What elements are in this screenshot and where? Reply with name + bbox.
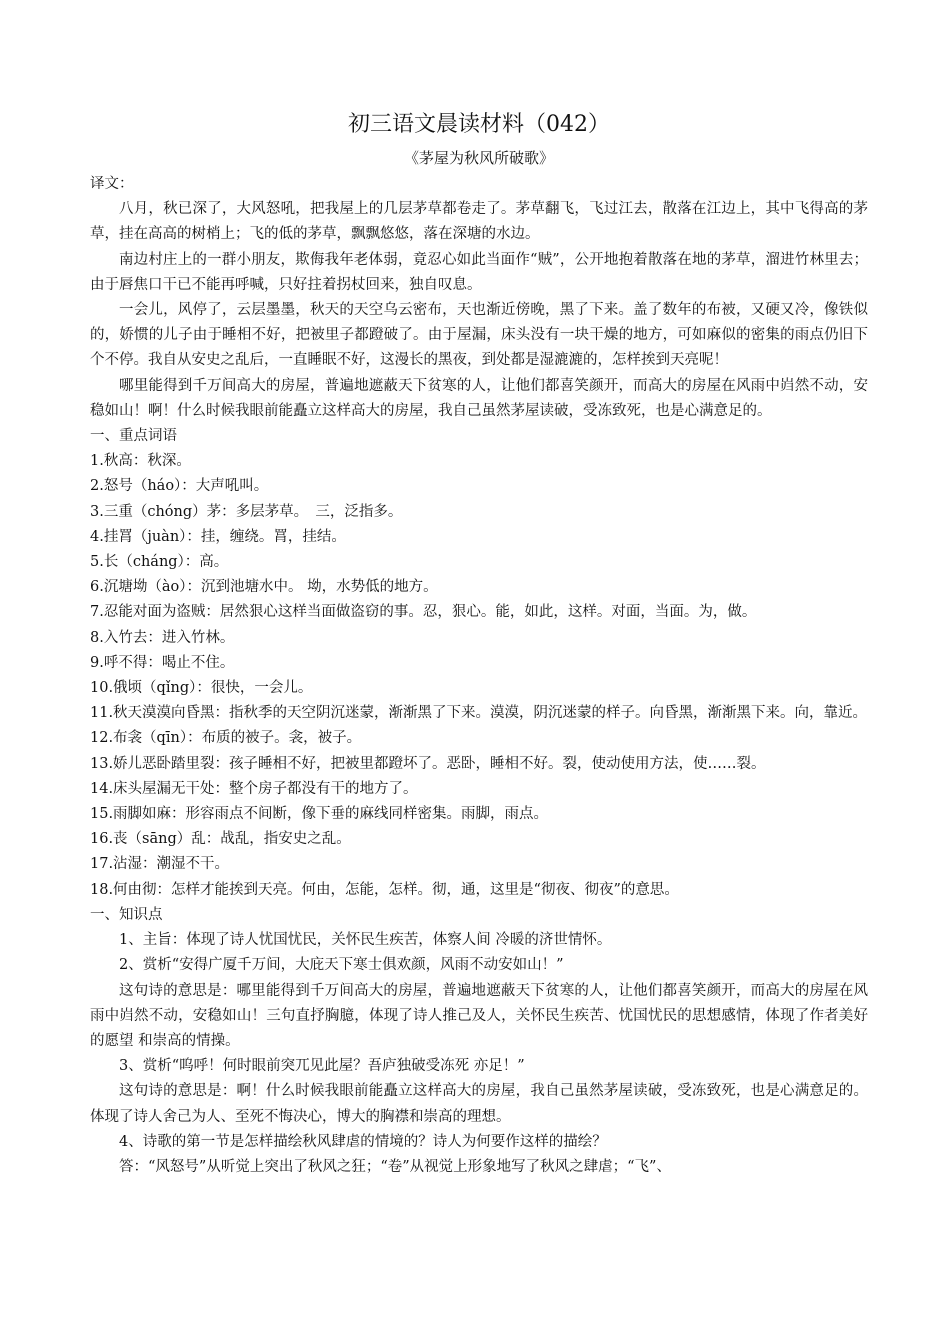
vocab-item: 13.娇儿恶卧踏里裂：孩子睡相不好，把被里都蹬坏了。恶卧，睡相不好。裂，使动使用方法，使……裂。	[90, 755, 766, 772]
vocab-item: 14.床头屋漏无干处：整个房子都没有干的地方了。	[90, 780, 418, 797]
knowledge-heading: 一、知识点	[90, 906, 163, 923]
translation-paragraph: 八月，秋已深了，大风怒吼，把我屋上的几层茅草都卷走了。茅草翻飞，飞过江去，散落在江边上，其中飞得高的茅草，挂在高高的树梢上；飞的低的茅草，飘飘悠悠，落在深塘的水边。	[90, 201, 868, 243]
vocab-item: 8.入竹去：进入竹林。	[90, 629, 235, 646]
vocab-item: 2.怒号（háo）：大声吼叫。	[90, 478, 269, 495]
translation-paragraph: 哪里能得到千万间高大的房屋，普遍地遮蔽天下贫寒的人，让他们都喜笑颜开，而高大的房屋在风雨中岿然不动，安稳如山！啊！什么时候我眼前能矗立这样高大的房屋，我自己虽然茅屋读破，受冻致死，也是心满意足的。	[90, 377, 868, 419]
translation-paragraph: 一会儿，风停了，云层墨墨，秋天的天空乌云密布，天也渐近傍晚，黑了下来。盖了数年的布被，又硬又冷，像铁似的，娇惯的儿子由于睡相不好，把被里子都蹬破了。由于屋漏，床头没有一块干燥的地方，可如麻似的密集的雨点仍旧下个不停。我自从安史之乱后，一直睡眠不好，这漫长的黑夜，到处都是湿漉漉的，怎样挨到天亮呢！	[90, 302, 868, 369]
vocab-item: 15.雨脚如麻：形容雨点不间断，像下垂的麻线同样密集。雨脚，雨点。	[90, 806, 549, 823]
vocab-item: 3.三重（chóng）茅：多层茅草。 三，泛指多。	[90, 503, 403, 520]
document-title: 初三语文晨读材料（042）	[348, 112, 610, 137]
vocab-item: 4.挂罥（juàn）：挂，缠绕。罥，挂结。	[90, 528, 346, 545]
vocab-item: 11.秋天漠漠向昏黑：指秋季的天空阴沉迷蒙，渐渐黑了下来。漠漠，阴沉迷蒙的样子。向昏黑，渐渐黑下来。向，靠近。	[90, 705, 868, 722]
vocab-item: 5.长（cháng）：高。	[90, 554, 229, 571]
knowledge-item: 3、赏析“呜呼！何时眼前突兀见此屋？吾庐独破受冻死 亦足！”	[119, 1058, 525, 1075]
poem-title: 《茅屋为秋风所破歌》	[403, 149, 554, 167]
knowledge-item: 4、诗歌的第一节是怎样描绘秋风肆虐的情境的？诗人为何要作这样的描绘？	[119, 1133, 607, 1150]
vocab-item: 6.沉塘坳（ào）：沉到池塘水中。 坳，水势低的地方。	[90, 579, 438, 596]
knowledge-item: 这句诗的意思是：啊！什么时候我眼前能矗立这样高大的房屋，我自己虽然茅屋读破，受冻致死，也是心满意足的。体现了诗人舍己为人、至死不悔决心，博大的胸襟和崇高的理想。	[90, 1083, 868, 1125]
vocab-item: 9.呼不得：喝止不住。	[90, 654, 235, 671]
knowledge-item: 这句诗的意思是：哪里能得到千万间高大的房屋，普遍地遮蔽天下贫寒的人，让他们都喜笑颜开，而高大的房屋在风雨中岿然不动，安稳如山！三句直抒胸臆，体现了诗人推己及人，关怀民生疾苦、忧国忧民的思想感情，体现了作者美好的愿望 和崇高的情操。	[90, 982, 868, 1049]
knowledge-item: 2、赏析“安得广厦千万间，大庇天下寒士俱欢颜，风雨不动安如山！”	[119, 957, 564, 974]
knowledge-item: 答：“风怒号”从听觉上突出了秋风之狂；“卷”从视觉上形象地写了秋风之肆虐；“飞”、	[119, 1158, 671, 1175]
vocab-item: 16.丧（sāng）乱：战乱，指安史之乱。	[90, 831, 351, 848]
document-page	[90, 108, 868, 1180]
vocab-item: 18.何由彻：怎样才能挨到天亮。何由，怎能，怎样。彻，通，这里是“彻夜、彻夜”的意思。	[90, 881, 679, 898]
vocab-item: 17.沾湿：潮湿不干。	[90, 856, 230, 873]
vocab-heading: 一、重点词语	[90, 428, 177, 445]
vocab-item: 10.俄顷（qǐng）：很快，一会儿。	[90, 680, 313, 697]
vocab-item: 1.秋高：秋深。	[90, 453, 191, 470]
knowledge-item: 1、主旨：体现了诗人忧国忧民，关怀民生疾苦，体察人间 冷暖的济世情怀。	[119, 932, 612, 949]
translation-label: 译文：	[90, 176, 134, 192]
vocab-item: 7.忍能对面为盗贼：居然狠心这样当面做盗窃的事。忍，狠心。能，如此，这样。对面，当面。为，做。	[90, 604, 757, 621]
translation-paragraph: 南边村庄上的一群小朋友，欺侮我年老体弱，竟忍心如此当面作“贼”，公开地抱着散落在地的茅草，溜进竹林里去；由于唇焦口干已不能再呼喊，只好拄着拐杖回来，独自叹息。	[90, 251, 868, 293]
vocab-item: 12.布衾（qīn）：布质的被子。衾，被子。	[90, 730, 362, 747]
